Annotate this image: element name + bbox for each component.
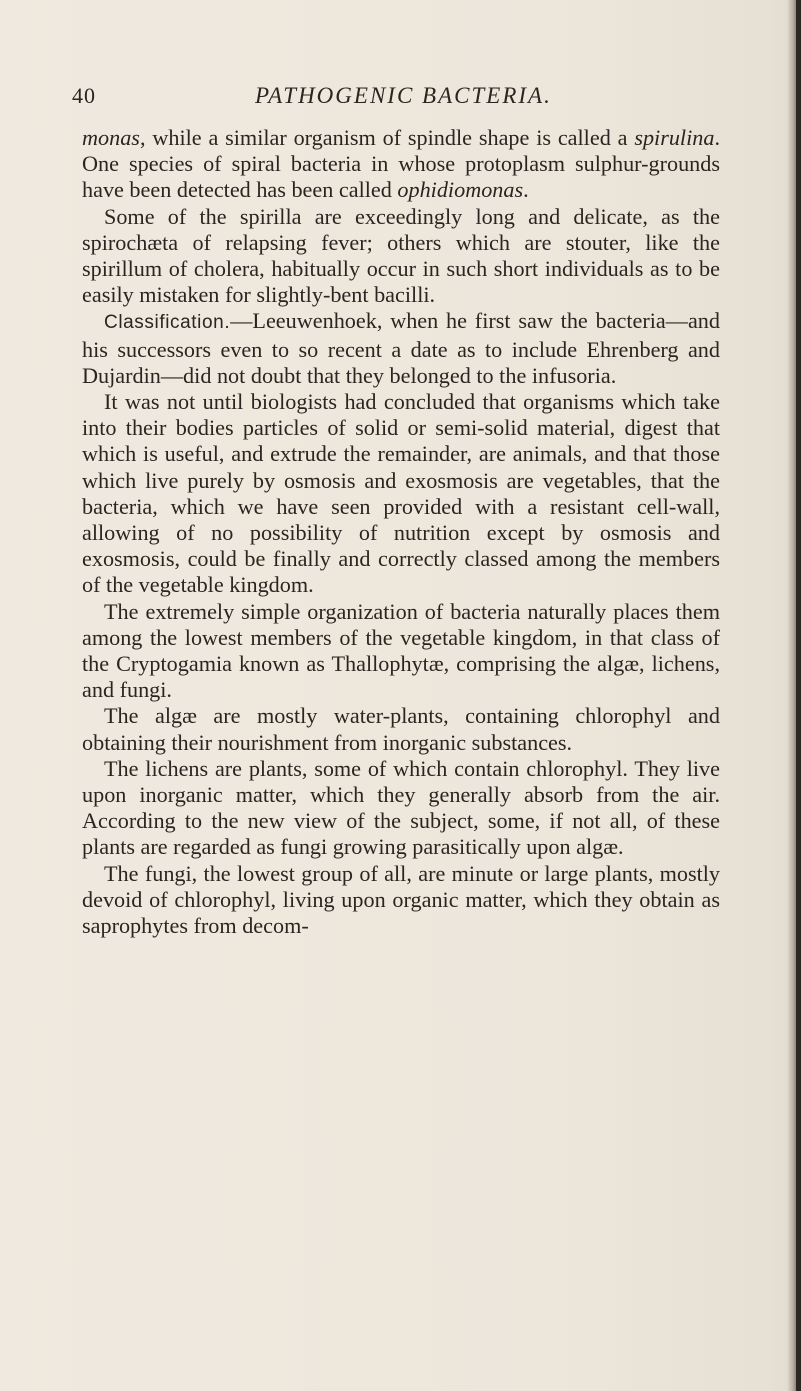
page-number: 40 [72,83,96,108]
paragraph-text: , while a similar organism of spindle shape is called a [139,125,635,150]
paragraph-text: Some of the spirilla are exceedingly long and delicate, as the spirochæta of relapsing fever; others which are stouter, like the spirillum of cholera, habitually occur in such short individuals as to be easily mistaken for slightly-bent bacilli. [82,203,720,308]
italic-term: ophidiomonas [397,177,524,203]
paragraph-text: —Leeuwenhoek, when he first saw the bacteria—and his successors even to so recent a date as to include Ehrenberg and Dujardin—did not doubt that they belonged to the infusoria. [82,308,720,388]
italic-term: spirulina [634,125,715,150]
section-heading: Classification. [104,312,231,334]
paragraph [82,599,720,704]
paragraph [82,389,720,599]
page-edge [796,0,801,1391]
italic-term: monas [82,125,140,150]
paragraph [82,756,720,861]
paragraph-text: The extremely simple organization of bacteria naturally places them among the lowest members of the vegetable kingdom, in that class of the Cryptogamia known as Thallophytæ, comprising the algæ, lichens, and fungi. [82,598,720,703]
paragraph [82,861,720,940]
paragraph-text: The algæ are mostly water-plants, containing chlorophyl and obtaining their nourishment from inorganic substances. [82,703,720,755]
paragraph-text: The fungi, the lowest group of all, are minute or large plants, mostly devoid of chlorophyl, living upon organic matter, which they obtain as saprophytes from decom- [82,860,720,939]
running-head: PATHOGENIC BACTERIA. [255,83,552,108]
paragraph-text: The lichens are plants, some of which contain chlorophyl. They live upon inorganic matter, which they generally absorb from the air. According to the new view of the subject, some, if not all, of these plants are regarded as fungi growing parasitically upon algæ. [82,755,720,860]
paragraph-text: . [523,177,529,203]
paragraph [82,308,720,389]
body-text [82,125,720,939]
paragraph [82,204,720,309]
paragraph [82,125,720,204]
paragraph-text: . One species of spiral bacteria in whose protoplasm sulphur-grounds have been detected has been called [82,125,720,203]
page-header [72,83,752,113]
paragraph-text: It was not until biologists had concluded that organisms which take into their bodies particles of solid or semi-solid material, digest that which is useful, and extrude the remainder, are animals, and that those which live purely by osmosis and exosmosis are vegetables, that the bacteria, which we have seen provided with a resistant cell-wall, allowing of no possibility of nutrition except by osmosis and exosmosis, could be finally and correctly classed among the members of the vegetable kingdom. [82,389,720,598]
paragraph [82,703,720,755]
